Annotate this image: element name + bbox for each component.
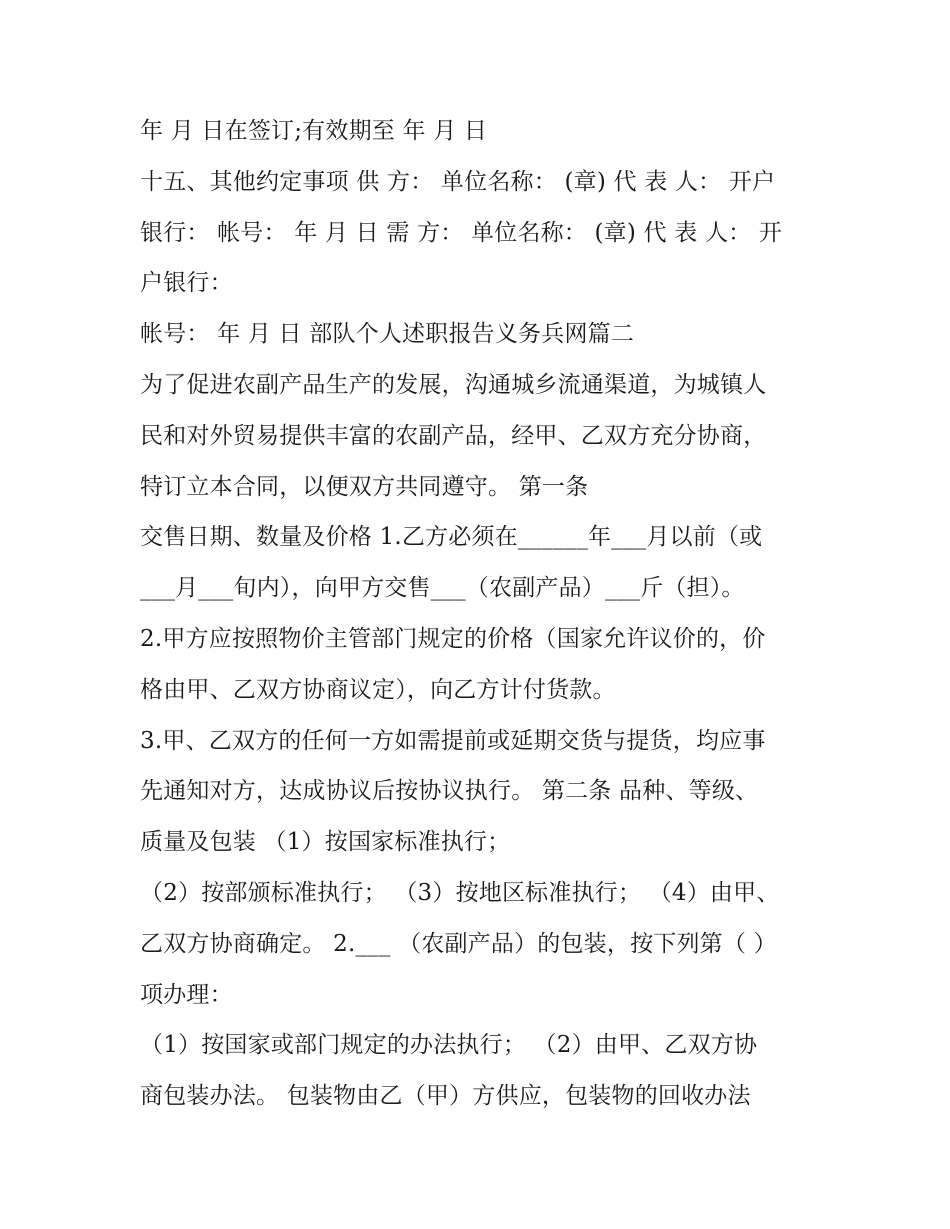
- text-line: 户银行：: [140, 270, 233, 297]
- text-line: 银行： 帐号： 年 月 日 需 方： 单位名称： (章) 代 表 人： 开: [140, 219, 783, 246]
- text-line: 交售日期、数量及价格 1.乙方必须在______年___月以前（或: [140, 524, 763, 551]
- text-line: 乙双方协商确定。 2.___ （农副产品）的包装，按下列第（ ）: [140, 930, 777, 957]
- text-line: 先通知对方，达成协议后按协议执行。 第二条 品种、等级、: [140, 778, 759, 805]
- text-line: （2）按部颁标准执行； （3）按地区标准执行； （4）由甲、: [140, 879, 780, 906]
- text-line: 3.甲、乙双方的任何一方如需提前或延期交货与提货，均应事: [140, 727, 766, 754]
- text-line: 质量及包装 （1）按国家标准执行；: [140, 829, 511, 856]
- text-line: 商包装办法。 包装物由乙（甲）方供应，包装物的回收办法: [140, 1083, 751, 1110]
- text-line: 民和对外贸易提供丰富的农副产品，经甲、乙双方充分协商，: [140, 422, 767, 449]
- document-body: [140, 106, 820, 1122]
- text-line: 项办理：: [140, 981, 233, 1008]
- text-line: 2.甲方应按照物价主管部门规定的价格（国家允许议价的，价: [140, 625, 766, 652]
- text-line: 十五、其他约定事项 供 方： 单位名称： (章) 代 表 人： 开户: [140, 168, 776, 195]
- text-line: 特订立本合同，以便双方共同遵守。 第一条: [140, 473, 589, 500]
- text-line: 年 月 日在签订;有效期至 年 月 日: [140, 118, 488, 144]
- text-line: （1）按国家或部门规定的办法执行； （2）由甲、乙双方协: [140, 1032, 758, 1059]
- text-line: 格由甲、乙双方协商议定），向乙方计付货款。: [140, 676, 616, 703]
- text-line: 为了促进农副产品生产的发展，沟通城乡流通渠道，为城镇人: [140, 371, 767, 398]
- text-line: 帐号： 年 月 日 部队个人述职报告义务兵网篇二: [140, 321, 635, 348]
- text-line: ___月___旬内），向甲方交售___（农副产品）___斤（担）。: [140, 575, 745, 602]
